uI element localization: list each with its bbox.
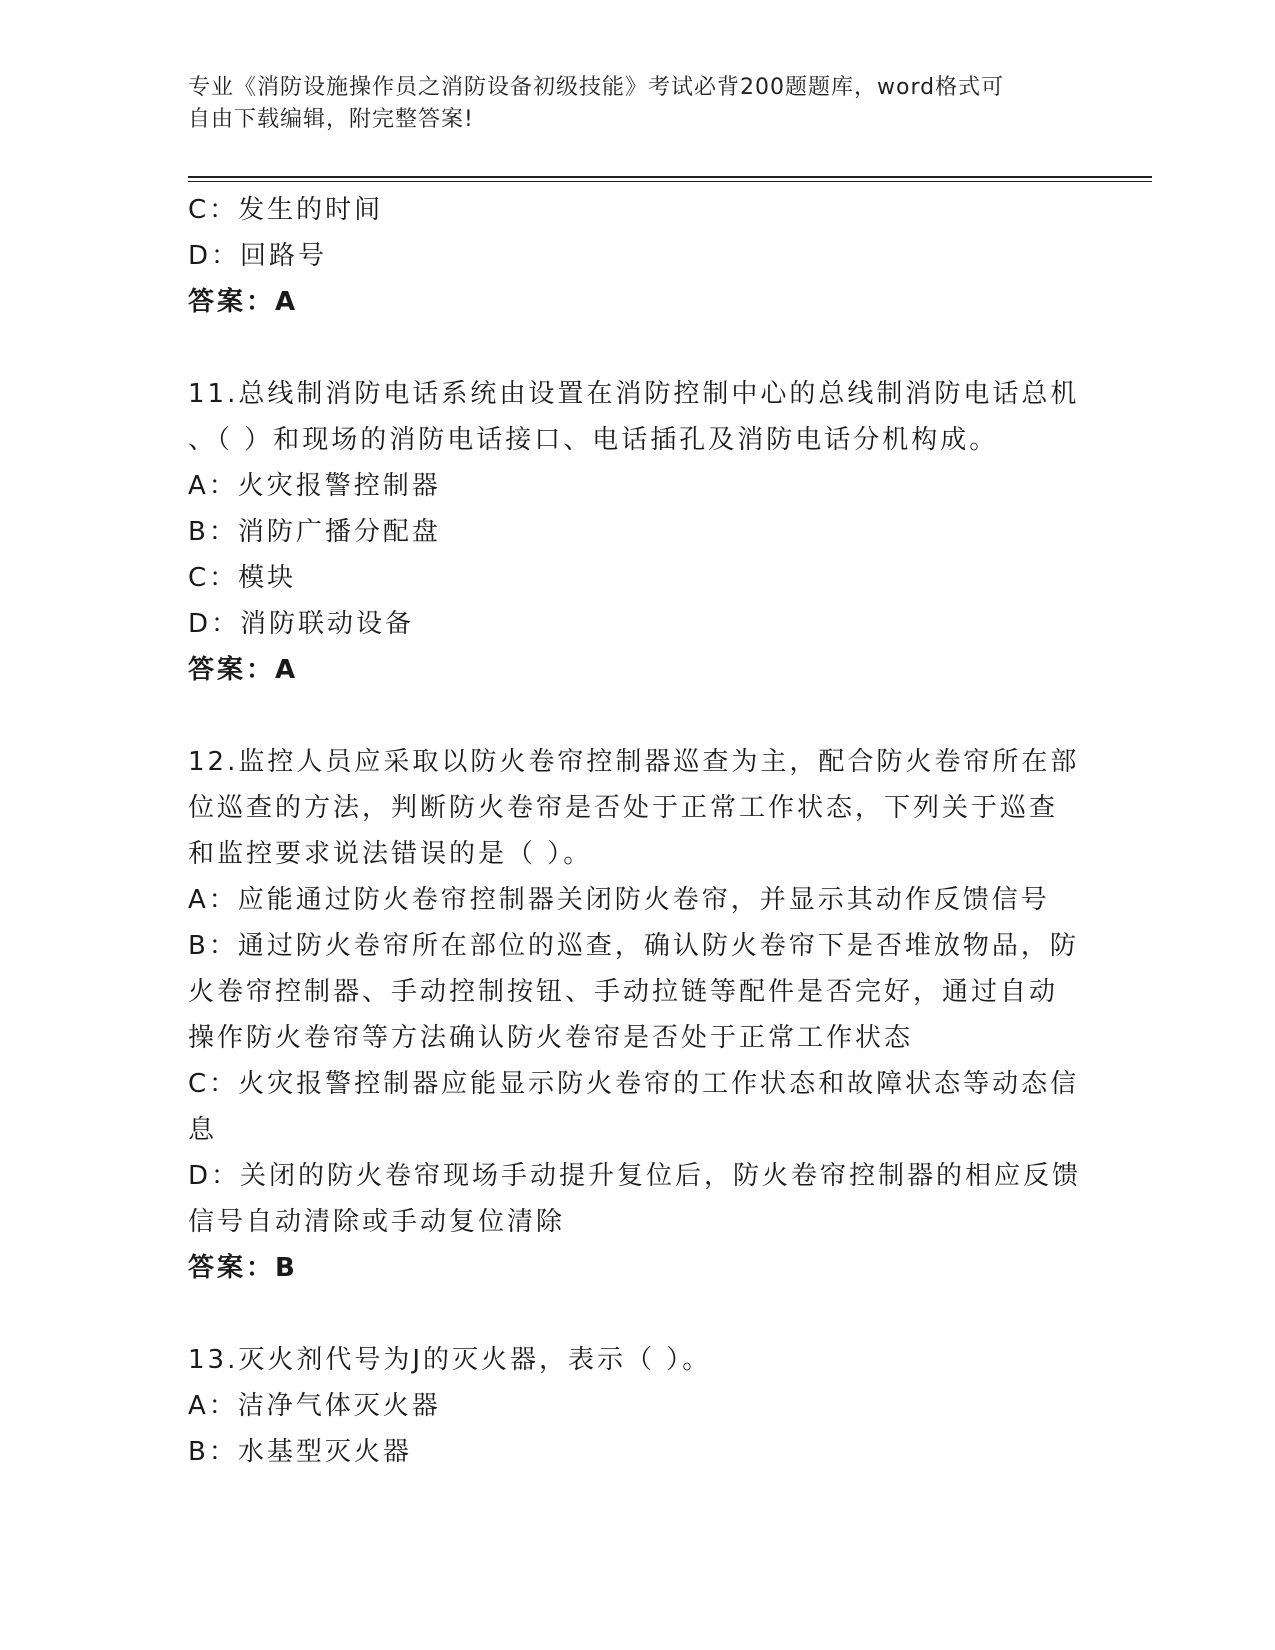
answer: 答案：A [188, 655, 299, 685]
question-stem-line: 11.总线制消防电话系统由设置在消防控制中心的总线制消防电话总机 [188, 379, 1080, 409]
header-title-line-1: 专业《消防设施操作员之消防设备初级技能》考试必背200题题库，word格式可 [188, 75, 1005, 100]
option-b-continued: 火卷帘控制器、手动控制按钮、手动拉链等配件是否完好，通过自动 [188, 977, 1059, 1007]
question-stem-line: 位巡查的方法，判断防火卷帘是否处于正常工作状态，下列关于巡查 [188, 793, 1059, 823]
answer: 答案：A [188, 287, 299, 317]
question-list [188, 187, 1082, 1475]
header-divider-thick [188, 176, 1152, 178]
option-b: B：水基型灭火器 [188, 1437, 412, 1467]
question-13 [188, 1337, 1078, 1475]
question-stem-line: 13.灭火剂代号为J的灭火器，表示（ ）。 [188, 1345, 712, 1375]
answer: 答案：B [188, 1253, 298, 1283]
option-d: D：关闭的防火卷帘现场手动提升复位后，防火卷帘控制器的相应反馈 [188, 1161, 1082, 1191]
option-b: B：消防广播分配盘 [188, 517, 441, 547]
option-a: A：火灾报警控制器 [188, 471, 441, 501]
option-b-continued: 操作防火卷帘等方法确认防火卷帘是否处于正常工作状态 [188, 1023, 914, 1053]
option-c-continued: 息 [188, 1115, 218, 1145]
option-c: C：模块 [188, 563, 297, 593]
question-10-continued [188, 187, 1078, 325]
question-stem-line: 12.监控人员应采取以防火卷帘控制器巡查为主，配合防火卷帘所在部 [188, 747, 1080, 777]
document-header [188, 72, 1068, 136]
option-d: D：消防联动设备 [188, 609, 415, 639]
option-d: D：回路号 [188, 241, 328, 271]
option-b: B：通过防火卷帘所在部位的巡查，确认防火卷帘下是否堆放物品，防 [188, 931, 1079, 961]
option-d-continued: 信号自动清除或手动复位清除 [188, 1207, 566, 1237]
question-11 [188, 371, 1078, 693]
option-a: A：应能通过防火卷帘控制器关闭防火卷帘，并显示其动作反馈信号 [188, 885, 1050, 915]
header-divider-thin [188, 181, 1152, 182]
option-a: A：洁净气体灭火器 [188, 1391, 441, 1421]
option-c: C：发生的时间 [188, 195, 384, 225]
spacer [188, 325, 1078, 371]
spacer [188, 693, 1078, 739]
header-title-line-2: 自由下载编辑，附完整答案! [188, 107, 474, 132]
spacer [188, 1291, 1078, 1337]
question-12 [188, 739, 1082, 1291]
option-c: C：火灾报警控制器应能显示防火卷帘的工作状态和故障状态等动态信 [188, 1069, 1080, 1099]
question-stem-line: 、（ ）和现场的消防电话接口、电话插孔及消防电话分机构成。 [188, 425, 999, 455]
question-stem-line: 和监控要求说法错误的是（ ）。 [188, 839, 593, 869]
